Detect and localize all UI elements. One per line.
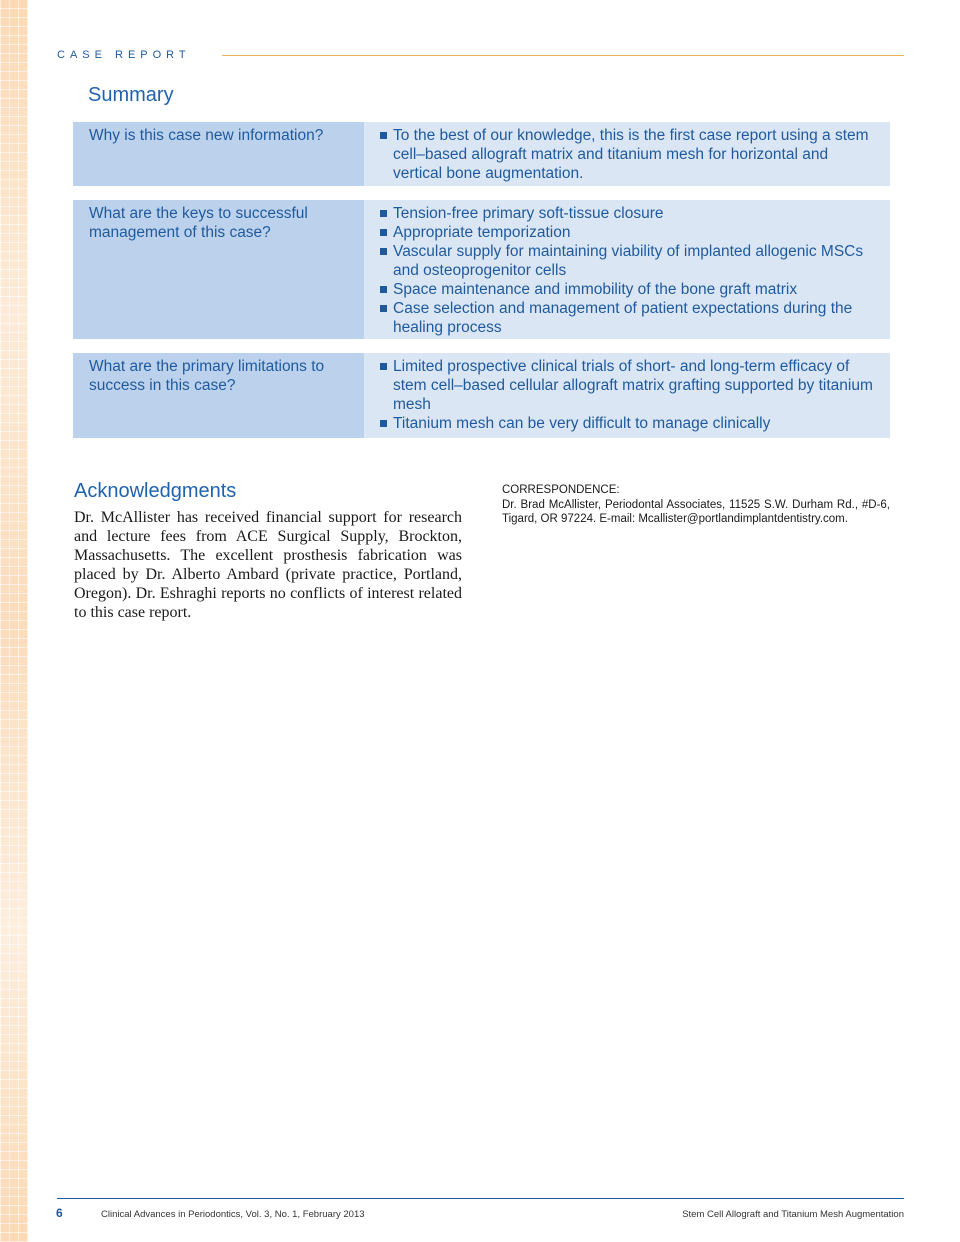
summary-title: Summary [88,84,174,106]
footer-divider [57,1198,904,1199]
answer-item: Tension-free primary soft-tissue closure [380,204,880,223]
journal-citation: Clinical Advances in Periodontics, Vol. 3, No. 1, February 2013 [101,1209,365,1220]
section-label: CASE REPORT [57,49,191,61]
answer-item: Limited prospective clinical trials of short- and long-term efficacy of stem cell–based cellular allograft matrix grafting supported by titanium mesh [380,357,880,414]
summary-answer [364,122,890,186]
correspondence-label: CORRESPONDENCE: [502,484,620,496]
answer-item: Titanium mesh can be very difficult to manage clinically [380,414,880,433]
summary-row [73,122,890,186]
acknowledgments-title: Acknowledgments [74,480,237,502]
summary-question: What are the primary limitations to success in this case? [73,353,364,438]
header-divider [222,55,904,56]
summary-answer [364,200,890,339]
answer-item: Case selection and management of patient expectations during the healing process [380,299,880,337]
answer-item: Space maintenance and immobility of the bone graft matrix [380,280,880,299]
acknowledgments-body: Dr. McAllister has received financial support for research and lecture fees from ACE Surgical Supply, Brockton, Massachusetts. The excellent prosthesis fabrication was placed by Dr. Alberto Ambard (private practice, Portland, Oregon). Dr. Eshraghi reports no conflicts of interest related to this case report. [74,509,462,621]
page-number: 6 [56,1206,63,1220]
summary-row [73,353,890,438]
answer-list [380,357,880,433]
answer-item: Vascular supply for maintaining viability of implanted allogenic MSCs and osteoprogenitor cells [380,242,880,280]
summary-answer [364,353,890,438]
answer-item: Appropriate temporization [380,223,880,242]
correspondence-body: Dr. Brad McAllister, Periodontal Associates, 11525 S.W. Durham Rd., #D-6, Tigard, OR 97224. E-mail: Mcallister@portlandimplantdentistry.com. [502,499,890,525]
summary-question: What are the keys to successful management of this case? [73,200,364,339]
running-title: Stem Cell Allograft and Titanium Mesh Augmentation [682,1209,904,1220]
summary-question: Why is this case new information? [73,122,364,186]
summary-table [73,122,890,452]
summary-row [73,200,890,339]
answer-list [380,204,880,337]
answer-item: To the best of our knowledge, this is the first case report using a stem cell–based allograft matrix and titanium mesh for horizontal and vertical bone augmentation. [380,126,880,183]
answer-list [380,126,880,183]
decorative-side-strip [0,0,28,1242]
